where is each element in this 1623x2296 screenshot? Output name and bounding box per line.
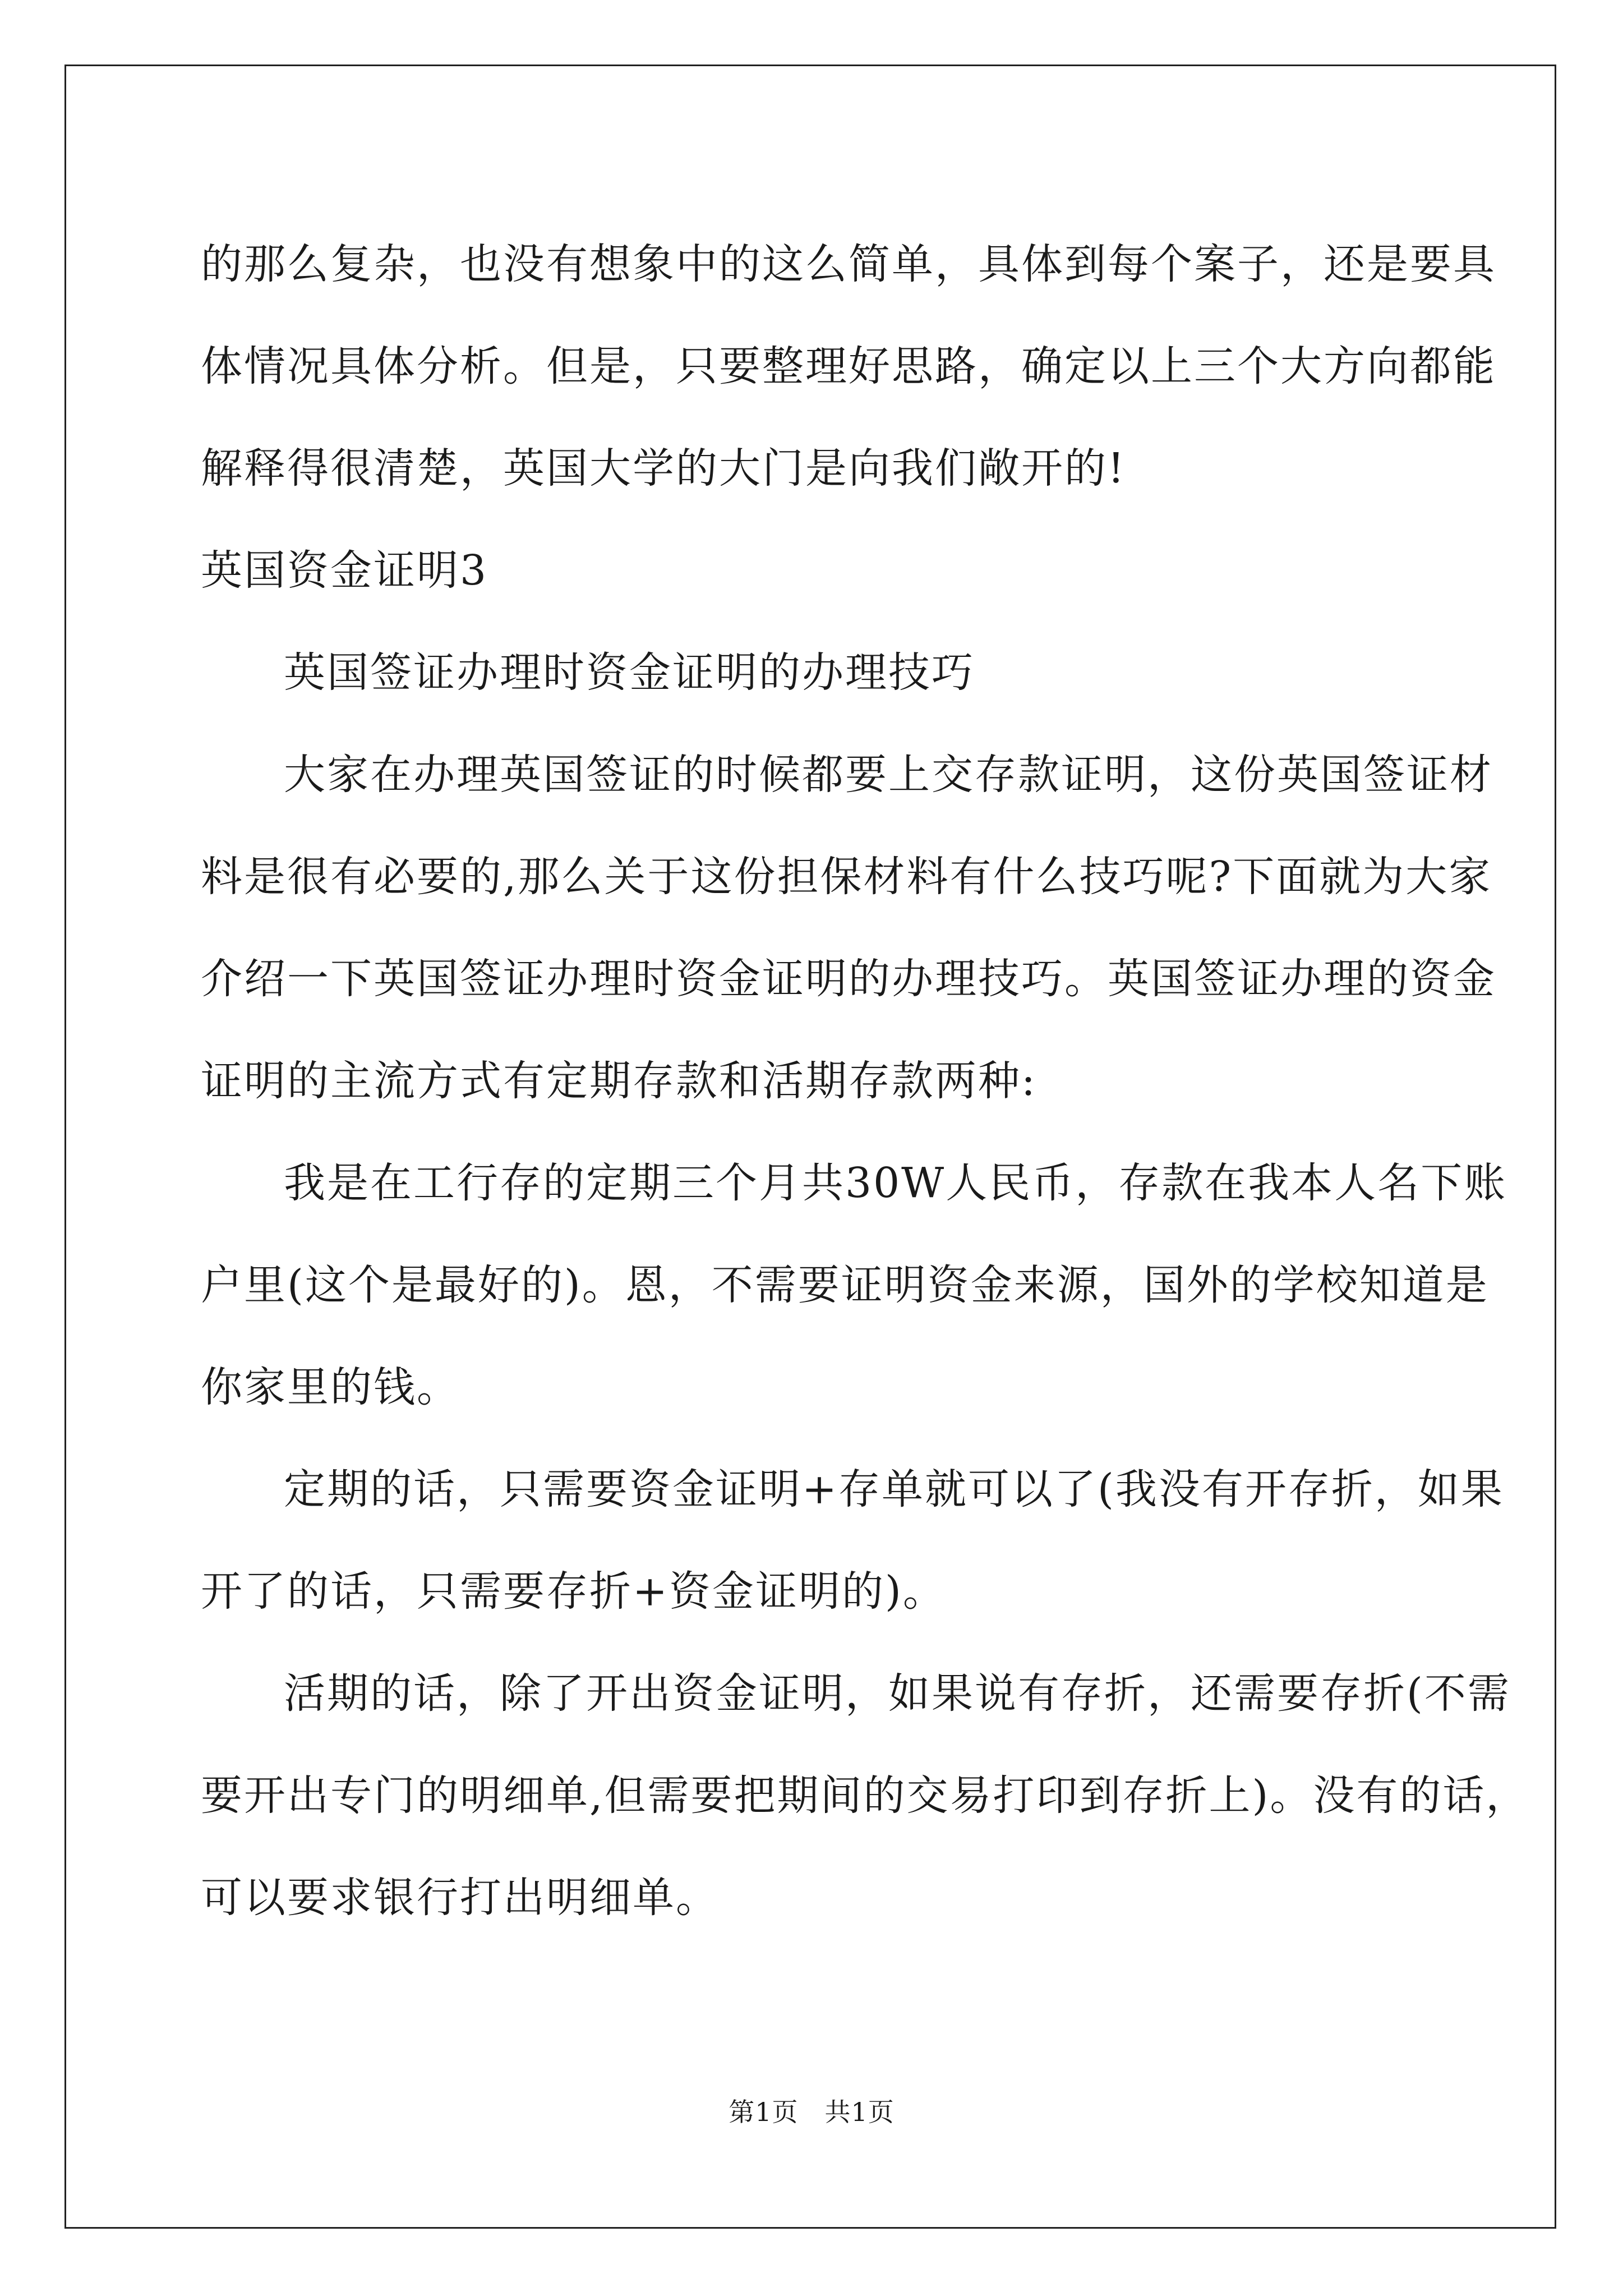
text-line-3: 解释得很清楚，英国大学的大门是向我们敞开的! [201,444,1126,493]
text-line-8: 介绍一下英国签证办理时资金证明的办理技巧。英国签证办理的资金 [201,955,1496,1003]
text-line-17: 可以要求银行打出明细单。 [201,1874,719,1922]
text-line-2: 体情况具体分析。但是，只要整理好思路，确定以上三个大方向都能 [201,342,1496,390]
text-line-6: 大家在办理英国签证的时候都要上交存款证明，这份英国签证材 [284,751,1493,799]
text-line-12: 你家里的钱。 [201,1363,460,1411]
text-line-1: 的那么复杂，也没有想象中的这么简单，具体到每个案子，还是要具 [201,240,1496,288]
page-footer: 第1页 共1页 [728,2097,895,2127]
text-line-15: 活期的话，除了开出资金证明，如果说有存折，还需要存折(不需 [284,1669,1511,1718]
text-line-14: 开了的话，只需要存折+资金证明的)。 [201,1567,946,1616]
text-line-16: 要开出专门的明细单,但需要把期间的交易打印到存折上)。没有的话， [201,1772,1529,1820]
document-body [201,213,1529,1949]
article-title: 英国签证办理时资金证明的办理技巧 [284,648,975,697]
text-line-13: 定期的话，只需要资金证明+存单就可以了(我没有开存折，如果 [284,1465,1504,1513]
text-line-7: 料是很有必要的,那么关于这份担保材料有什么技巧呢?下面就为大家 [201,853,1492,901]
section-heading: 英国资金证明3 [201,546,488,595]
text-line-11: 户里(这个是最好的)。恩，不需要证明资金来源，国外的学校知道是 [201,1261,1489,1309]
text-line-9: 证明的主流方式有定期存款和活期存款两种: [201,1057,1037,1105]
text-line-10: 我是在工行存的定期三个月共30W人民币，存款在我本人名下账 [284,1159,1507,1207]
